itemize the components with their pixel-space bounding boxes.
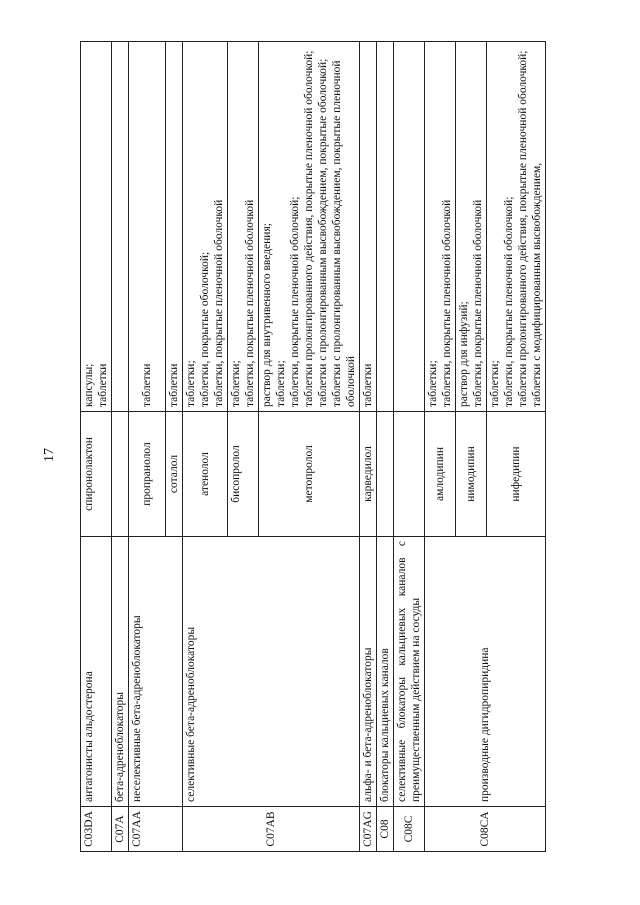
dosage-forms [81, 42, 112, 412]
atc-code: C07AG [360, 807, 377, 852]
atc-group: антагонисты альдостерона [81, 537, 112, 807]
atc-group: селективные блокаторы кальциевых каналов с преимущественным действием на сосуды [394, 537, 425, 807]
dosage-form: таблетки [362, 363, 374, 407]
atc-code: C07AA [129, 807, 183, 852]
dosage-form: таблетки, покрытые пленочной оболочкой [244, 199, 256, 407]
dosage-form: таблетки с пролонгированным высвобождением, покрытые пленочной оболочкой [331, 60, 357, 407]
atc-code: C07AB [183, 807, 360, 852]
dosage-form: таблетки с модифицированным высвобождением, [531, 162, 543, 407]
dosage-forms [129, 42, 166, 412]
dosage-form: таблетки, покрытые пленочной оболочкой [213, 199, 225, 407]
dosage-form: таблетки с пролонгированным высвобождением, покрытые оболочкой; [317, 58, 329, 407]
drug-name: бисопролол [228, 412, 259, 537]
dosage-form: таблетки, покрытые пленочной оболочкой [472, 199, 484, 407]
dosage-form: таблетки [97, 363, 109, 407]
table-row [183, 42, 228, 852]
rotated-page [80, 42, 590, 852]
atc-group: неселективные бета-адреноблокаторы [129, 537, 183, 807]
page-number: 17 [42, 448, 57, 462]
dosage-forms [259, 42, 360, 412]
dosage-form: таблетки, покрытые пленочной оболочкой; [289, 196, 301, 407]
atc-code: C03DA [81, 807, 112, 852]
dosage-form: таблетки пролонгированного действия, покрытые пленочной оболочкой; [303, 50, 315, 407]
dosage-form: капсулы; [83, 363, 95, 407]
dosage-form: раствор для инфузий; [458, 301, 470, 407]
dosage-forms [487, 42, 546, 412]
dosage-form: таблетки; [427, 360, 439, 407]
dosage-forms [360, 42, 377, 412]
dosage-form: таблетки [141, 363, 153, 407]
atc-group: альфа- и бета-адреноблокаторы [360, 537, 377, 807]
dosage-form: таблетки, покрытые пленочной оболочкой; [503, 196, 515, 407]
drug-name: амлодипин [425, 412, 456, 537]
dosage-form: раствор для внутривенного введения; [261, 223, 273, 407]
drug-name: пропранолол [129, 412, 166, 537]
drug-name: карведилол [360, 412, 377, 537]
drug-name: спиронолактон [81, 412, 112, 537]
dosage-form: таблетки; [185, 360, 197, 407]
table-row [129, 42, 166, 852]
dosage-form: таблетки [168, 363, 180, 407]
table-row [425, 42, 456, 852]
drug-name: метопролол [259, 412, 360, 537]
atc-code: C08C [394, 807, 425, 852]
atc-group: бета-адреноблокаторы [112, 537, 129, 807]
dosage-forms [183, 42, 228, 412]
dosage-forms [228, 42, 259, 412]
dosage-form: таблетки; [275, 360, 287, 407]
atc-group: производные дигидропиридина [425, 537, 546, 807]
table-row [394, 42, 425, 852]
dosage-forms [456, 42, 487, 412]
drug-table [80, 41, 546, 852]
table-row [112, 42, 129, 852]
atc-group: селективные бета-адреноблокаторы [183, 537, 360, 807]
drug-name: атенолол [183, 412, 228, 537]
table-row [377, 42, 394, 852]
dosage-form: таблетки; [489, 360, 501, 407]
dosage-forms [425, 42, 456, 412]
dosage-form: таблетки, покрытые оболочкой; [199, 251, 211, 407]
atc-group: блокаторы кальциевых каналов [377, 537, 394, 807]
drug-name: нимодипин [456, 412, 487, 537]
atc-code: C08CA [425, 807, 546, 852]
dosage-form: таблетки, покрытые пленочной оболочкой [441, 199, 453, 407]
dosage-form: таблетки; [230, 360, 242, 407]
dosage-form: таблетки пролонгированного действия, покрытые пленочной оболочкой; [517, 50, 529, 407]
dosage-forms [166, 42, 183, 412]
drug-name: нифедипин [487, 412, 546, 537]
table-row [81, 42, 112, 852]
atc-code: C08 [377, 807, 394, 852]
atc-code: C07A [112, 807, 129, 852]
table-row [360, 42, 377, 852]
drug-name: соталол [166, 412, 183, 537]
